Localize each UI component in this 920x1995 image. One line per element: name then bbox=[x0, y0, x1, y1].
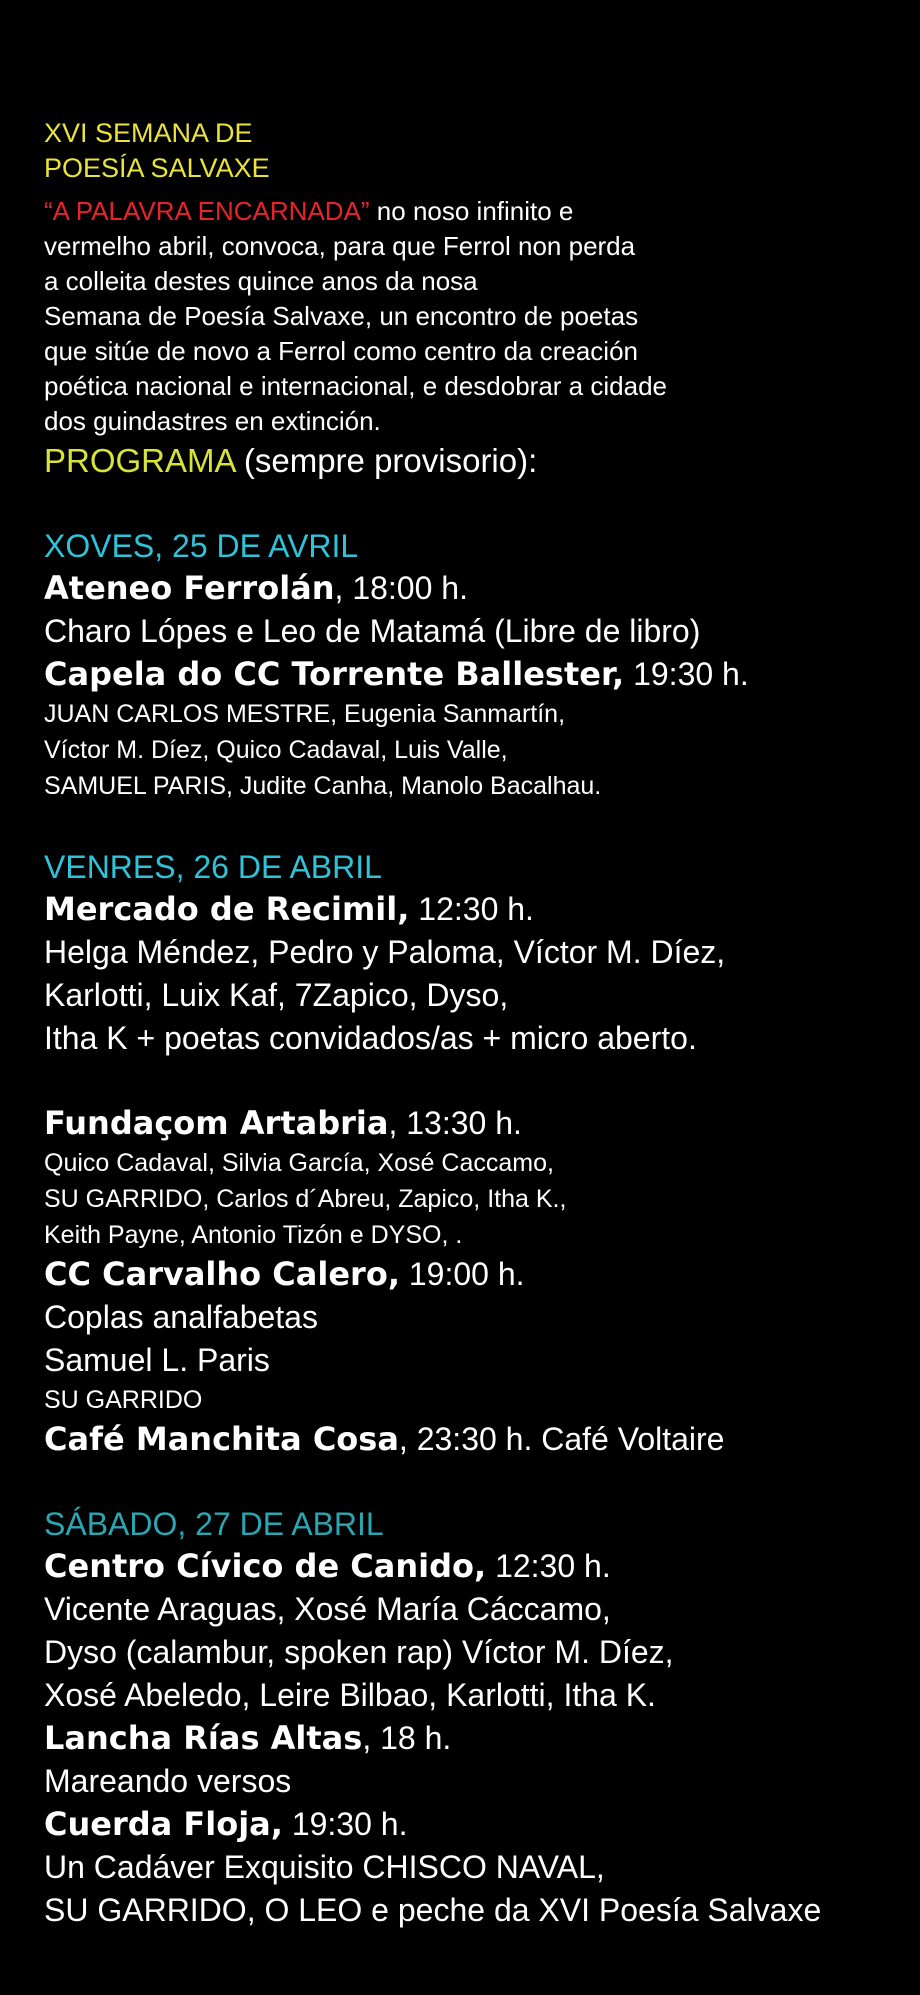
performer-line: JUAN CARLOS MESTRE, Eugenia Sanmartín, bbox=[44, 700, 566, 728]
performer-line: Xosé Abeledo, Leire Bilbao, Karlotti, Itha K. bbox=[44, 1677, 656, 1713]
performer-line: Vicente Araguas, Xosé María Cáccamo, bbox=[44, 1591, 611, 1627]
title-line: POESÍA SALVAXE bbox=[44, 153, 270, 183]
venue-line bbox=[44, 1418, 914, 1461]
venue-time: 12:30 h. bbox=[409, 891, 534, 927]
performer-line: Un Cadáver Exquisito CHISCO NAVAL, bbox=[44, 1849, 605, 1885]
venue-name: Centro Cívico de Canido, bbox=[44, 1547, 487, 1585]
performer-line: Charo Lópes e Leo de Matamá (Libre de libro) bbox=[44, 613, 701, 649]
intro-line bbox=[44, 194, 914, 229]
intro-paragraph bbox=[44, 194, 914, 439]
performer-line: Quico Cadaval, Silvia García, Xosé Caccamo, bbox=[44, 1149, 554, 1177]
event-title bbox=[44, 116, 914, 186]
venue-time: , 18:00 h. bbox=[334, 570, 468, 606]
day-heading-friday: VENRES, 26 DE ABRIL bbox=[44, 849, 382, 885]
venue-line bbox=[44, 1803, 914, 1846]
performer-line: SU GARRIDO bbox=[44, 1386, 203, 1414]
venue-name: Capela do CC Torrente Ballester, bbox=[44, 655, 625, 693]
performer-line: Karlotti, Luix Kaf, 7Zapico, Dyso, bbox=[44, 977, 509, 1013]
venue-line bbox=[44, 888, 914, 931]
performer-line: SU GARRIDO, O LEO e peche da XVI Poesía Salvaxe bbox=[44, 1892, 822, 1928]
venue-name: Ateneo Ferrolán bbox=[44, 569, 335, 607]
programa-heading bbox=[44, 439, 914, 483]
venue-line bbox=[44, 1717, 914, 1760]
title-line: XVI SEMANA DE bbox=[44, 118, 253, 148]
performer-line: SAMUEL PARIS, Judite Canha, Manolo Bacalhau. bbox=[44, 772, 602, 800]
performer-line: SU GARRIDO, Carlos d´Abreu, Zapico, Itha K., bbox=[44, 1185, 567, 1213]
venue-name: Cuerda Floja, bbox=[44, 1805, 283, 1843]
day-heading-saturday: SÁBADO, 27 DE ABRIL bbox=[44, 1506, 384, 1542]
performer-line: Itha K + poetas convidados/as + micro aberto. bbox=[44, 1020, 697, 1056]
venue-name: Fundaçom Artabria bbox=[44, 1104, 389, 1142]
spacer bbox=[44, 1060, 914, 1102]
performer-line: Samuel L. Paris bbox=[44, 1342, 270, 1378]
venue-line bbox=[44, 1545, 914, 1588]
venue-name: Mercado de Recimil, bbox=[44, 890, 410, 928]
programa-note: (sempre provisorio): bbox=[234, 442, 538, 479]
intro-line: poética nacional e internacional, e desdobrar a cidade bbox=[44, 371, 667, 401]
performer-line: Dyso (calambur, spoken rap) Víctor M. Díez, bbox=[44, 1634, 674, 1670]
performer-line: Mareando versos bbox=[44, 1763, 292, 1799]
venue-time: 19:30 h. bbox=[624, 656, 749, 692]
venue-line bbox=[44, 567, 914, 610]
performer-line: Víctor M. Díez, Quico Cadaval, Luis Valle, bbox=[44, 736, 508, 764]
venue-name: Lancha Rías Altas bbox=[44, 1719, 363, 1757]
venue-time: , 18 h. bbox=[362, 1720, 452, 1756]
venue-name: CC Carvalho Calero, bbox=[44, 1255, 400, 1293]
venue-time: 12:30 h. bbox=[486, 1548, 611, 1584]
day-heading-thursday: XOVES, 25 DE AVRIL bbox=[44, 528, 359, 564]
intro-line: vermelho abril, convoca, para que Ferrol non perda bbox=[44, 231, 636, 261]
performer-line: Helga Méndez, Pedro y Paloma, Víctor M. Díez, bbox=[44, 934, 726, 970]
venue-time: , 13:30 h. bbox=[388, 1105, 522, 1141]
slogan-highlight: “A PALAVRA ENCARNADA” bbox=[44, 196, 370, 226]
venue-line bbox=[44, 1253, 914, 1296]
venue-line bbox=[44, 1102, 914, 1145]
venue-time: 19:00 h. bbox=[399, 1256, 525, 1292]
poster-content bbox=[44, 116, 914, 1932]
intro-line: que sitúe de novo a Ferrol como centro da creación bbox=[44, 336, 639, 366]
intro-text: no noso infinito e bbox=[369, 196, 574, 226]
venue-name: Café Manchita Cosa bbox=[44, 1420, 399, 1458]
performer-line: Coplas analfabetas bbox=[44, 1299, 318, 1335]
performer-line: Keith Payne, Antonio Tizón e DYSO, . bbox=[44, 1221, 463, 1249]
programa-label: PROGRAMA bbox=[44, 442, 235, 479]
venue-time: 19:30 h. bbox=[282, 1806, 408, 1842]
intro-line: a colleita destes quince anos da nosa bbox=[44, 266, 478, 296]
venue-line bbox=[44, 653, 914, 696]
intro-line: dos guindastres en extinción. bbox=[44, 406, 381, 436]
intro-line: Semana de Poesía Salvaxe, un encontro de poetas bbox=[44, 301, 639, 331]
venue-time: , 23:30 h. Café Voltaire bbox=[398, 1421, 725, 1457]
